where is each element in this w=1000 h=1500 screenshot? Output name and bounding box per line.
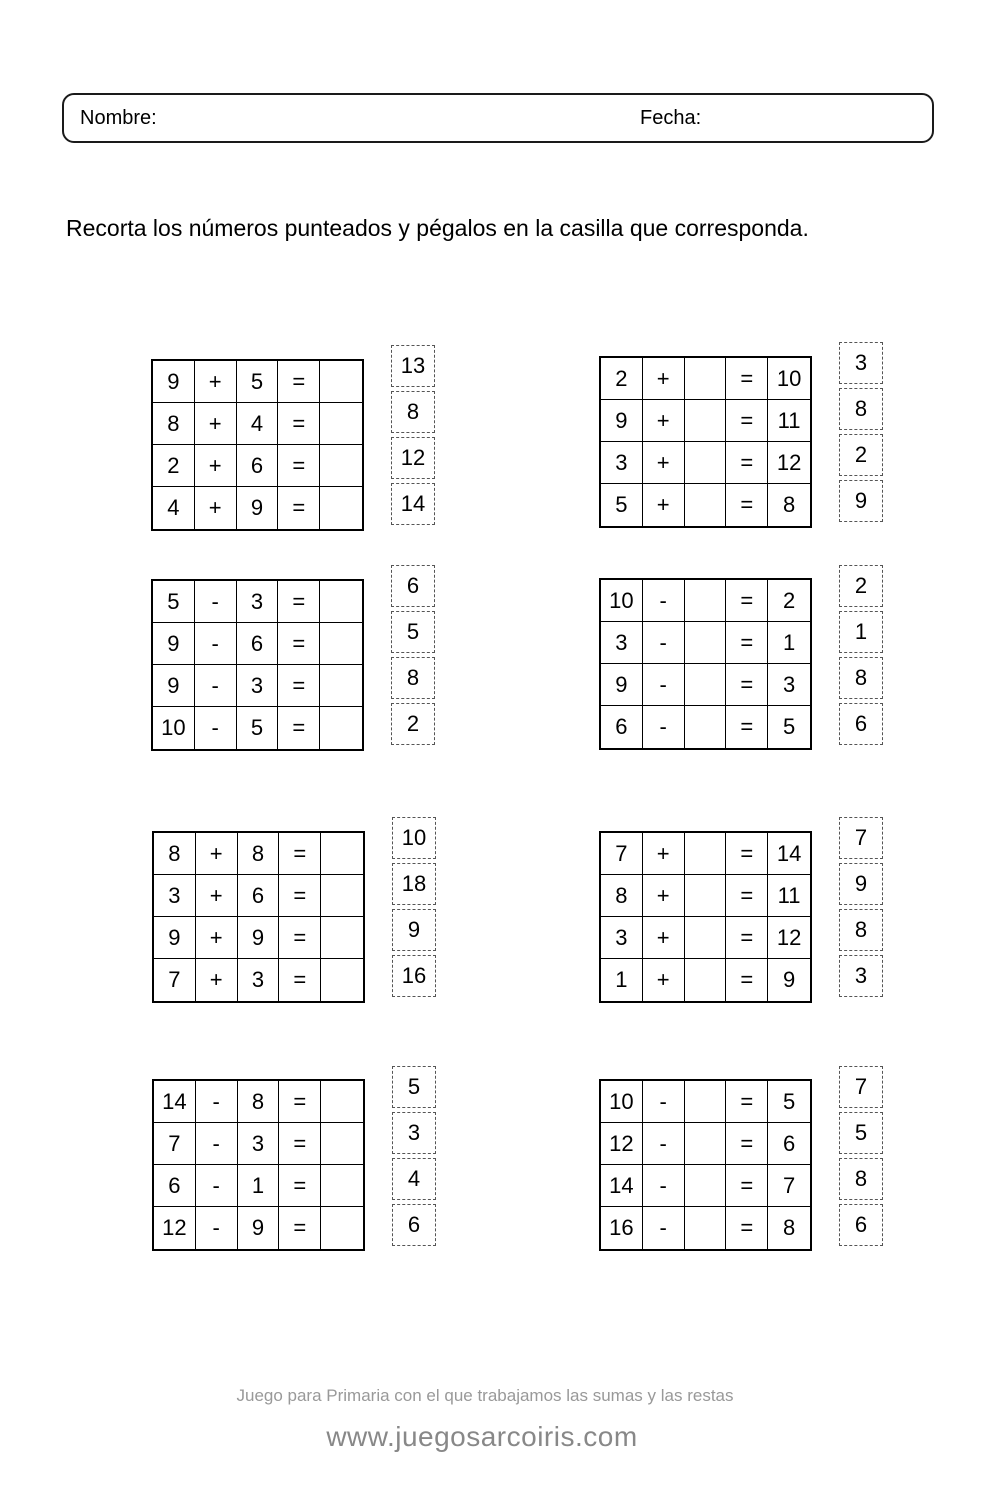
grid-cell: + [195, 403, 237, 445]
grid-cell: - [643, 1081, 685, 1123]
answer-blank-cell[interactable] [321, 833, 363, 875]
grid-cell: 3 [601, 917, 643, 959]
cutout-number[interactable]: 5 [391, 611, 435, 653]
grid-cell: - [643, 1207, 685, 1249]
grid-cell: 5 [768, 1081, 810, 1123]
cutout-number[interactable]: 2 [391, 703, 435, 745]
answer-blank-cell[interactable] [321, 959, 363, 1001]
grid-cell: + [195, 487, 237, 529]
grid-cell: 9 [153, 665, 195, 707]
answer-blank-cell[interactable] [685, 664, 727, 706]
cutout-column [839, 342, 883, 526]
grid-cell: = [726, 622, 768, 664]
answer-blank-cell[interactable] [685, 358, 727, 400]
grid-cell: 12 [154, 1207, 196, 1249]
grid-cell: + [196, 917, 238, 959]
grid-cell: 6 [154, 1165, 196, 1207]
grid-cell: + [643, 917, 685, 959]
grid-cell: = [279, 1081, 321, 1123]
answer-blank-cell[interactable] [320, 487, 362, 529]
grid-cell: 8 [153, 403, 195, 445]
grid-cell: 3 [238, 1123, 280, 1165]
grid-cell: = [726, 358, 768, 400]
grid-cell: - [643, 1165, 685, 1207]
grid-cell: 12 [601, 1123, 643, 1165]
cutout-number[interactable]: 14 [391, 483, 435, 525]
exercise-grid [152, 1079, 365, 1251]
grid-cell: 6 [238, 875, 280, 917]
exercise-grid [151, 359, 364, 531]
grid-cell: - [643, 1123, 685, 1165]
cutout-number[interactable]: 16 [392, 955, 436, 997]
grid-cell: 7 [601, 833, 643, 875]
cutout-number[interactable]: 10 [392, 817, 436, 859]
answer-blank-cell[interactable] [685, 580, 727, 622]
grid-cell: = [279, 917, 321, 959]
grid-cell: 11 [768, 875, 810, 917]
instruction-text: Recorta los números punteados y pégalos en la casilla que corresponda. [66, 215, 809, 241]
grid-cell: 10 [601, 580, 643, 622]
grid-cell: 6 [237, 623, 279, 665]
answer-blank-cell[interactable] [320, 403, 362, 445]
grid-cell: = [278, 623, 320, 665]
answer-blank-cell[interactable] [685, 400, 727, 442]
grid-cell: - [195, 581, 237, 623]
grid-cell: 6 [601, 706, 643, 748]
grid-cell: 7 [154, 1123, 196, 1165]
grid-cell: = [279, 1123, 321, 1165]
name-label: Nombre: [80, 107, 157, 129]
grid-cell: - [196, 1123, 238, 1165]
footer-url: www.juegosarcoiris.com [326, 1421, 638, 1452]
grid-cell: 9 [153, 623, 195, 665]
grid-cell: = [278, 361, 320, 403]
grid-cell: 10 [601, 1081, 643, 1123]
answer-blank-cell[interactable] [320, 445, 362, 487]
grid-cell: 8 [238, 1081, 280, 1123]
cutout-number[interactable]: 4 [392, 1158, 436, 1200]
grid-cell: 14 [768, 833, 810, 875]
grid-cell: = [726, 1165, 768, 1207]
grid-cell: 9 [782, 967, 796, 992]
grid-cell: = [279, 1207, 321, 1249]
grid-cell: 5 [237, 707, 279, 749]
cutout-column [392, 1066, 436, 1250]
cutout-number[interactable]: 7 [839, 1066, 883, 1108]
grid-cell: 9 [154, 917, 196, 959]
grid-cell: 10 [768, 358, 810, 400]
grid-cell: = [726, 706, 768, 748]
grid-cell: 9 [153, 361, 195, 403]
grid-cell: 5 [601, 484, 643, 526]
cutout-number[interactable]: 9 [392, 909, 436, 951]
grid-cell: - [643, 706, 685, 748]
cutout-number[interactable]: 8 [839, 657, 883, 699]
answer-blank-cell[interactable] [685, 959, 727, 1001]
exercise-grid [599, 578, 812, 750]
answer-blank-cell[interactable] [321, 917, 363, 959]
answer-blank-cell[interactable] [685, 706, 727, 748]
cutout-number[interactable]: 1 [839, 611, 883, 653]
grid-cell: - [195, 623, 237, 665]
grid-cell: - [643, 580, 685, 622]
grid-cell: 5 [153, 581, 195, 623]
cutout-column [839, 1066, 883, 1250]
cutout-number[interactable]: 18 [392, 863, 436, 905]
cutout-number[interactable]: 12 [391, 437, 435, 479]
grid-cell: = [726, 833, 768, 875]
answer-blank-cell[interactable] [685, 833, 727, 875]
date-label: Fecha: [640, 107, 702, 129]
grid-cell: - [195, 665, 237, 707]
grid-cell: = [278, 707, 320, 749]
grid-cell: - [196, 1165, 238, 1207]
cutout-column [392, 817, 436, 1001]
grid-cell: + [195, 361, 237, 403]
grid-cell: - [196, 1207, 238, 1249]
grid-cell: 1 [768, 622, 810, 664]
grid-cell: = [726, 1081, 768, 1123]
grid-cell: - [643, 622, 685, 664]
cutout-number[interactable]: 7 [839, 817, 883, 859]
cutout-number[interactable]: 2 [839, 565, 883, 607]
grid-cell: = [726, 875, 768, 917]
answer-blank-cell[interactable] [685, 442, 727, 484]
grid-cell: 3 [237, 581, 279, 623]
cutout-number[interactable]: 8 [391, 657, 435, 699]
cutout-number[interactable]: 13 [391, 345, 435, 387]
cutout-number[interactable]: 3 [392, 1112, 436, 1154]
grid-cell: = [726, 917, 768, 959]
grid-cell: 3 [154, 875, 196, 917]
grid-cell: 7 [768, 1165, 810, 1207]
answer-blank-cell[interactable] [685, 622, 727, 664]
exercise-grid [152, 831, 365, 1003]
grid-cell: 12 [768, 917, 810, 959]
grid-cell: 1 [238, 1165, 280, 1207]
grid-cell: 1 [601, 959, 643, 1001]
grid-cell: 4 [237, 403, 279, 445]
grid-cell: + [196, 875, 238, 917]
grid-cell: 10 [153, 707, 195, 749]
grid-cell: + [643, 442, 685, 484]
cutout-number[interactable]: 3 [839, 342, 883, 384]
grid-cell: = [278, 665, 320, 707]
cutout-number[interactable]: 9 [839, 480, 883, 522]
grid-cell: 14 [601, 1165, 643, 1207]
grid-cell: 6 [768, 1123, 810, 1165]
grid-cell: + [196, 959, 238, 1001]
answer-blank-cell[interactable] [685, 484, 727, 526]
grid-cell: 3 [601, 442, 643, 484]
answer-blank-cell[interactable] [685, 1165, 727, 1207]
exercise-grid [599, 1079, 812, 1251]
cutout-number[interactable]: 6 [839, 703, 883, 745]
grid-cell: = [726, 1123, 768, 1165]
cutout-number[interactable]: 8 [839, 388, 883, 430]
grid-cell: = [278, 403, 320, 445]
answer-blank-cell[interactable] [320, 665, 362, 707]
grid-cell: 8 [154, 833, 196, 875]
grid-cell: 5 [782, 714, 796, 739]
grid-cell: 9 [237, 487, 279, 529]
grid-cell: = [279, 1165, 321, 1207]
grid-cell: + [643, 358, 685, 400]
name-date-box [62, 93, 934, 143]
grid-cell: = [726, 580, 768, 622]
grid-cell: 3 [238, 959, 280, 1001]
answer-blank-cell[interactable] [685, 1123, 727, 1165]
answer-blank-cell[interactable] [320, 623, 362, 665]
grid-cell: + [643, 959, 685, 1001]
grid-cell: 9 [601, 400, 643, 442]
grid-cell: - [196, 1081, 238, 1123]
grid-cell: 9 [238, 1207, 280, 1249]
exercise-grid [599, 831, 812, 1003]
grid-cell: + [643, 400, 685, 442]
cutout-column [839, 565, 883, 749]
grid-cell: + [195, 445, 237, 487]
grid-cell: 3 [601, 622, 643, 664]
grid-cell: 12 [768, 442, 810, 484]
cutout-number[interactable]: 2 [839, 434, 883, 476]
exercise-grid [151, 579, 364, 751]
grid-cell: + [196, 833, 238, 875]
grid-cell: = [726, 959, 768, 1001]
grid-cell: 9 [238, 917, 280, 959]
grid-cell: 6 [237, 445, 279, 487]
grid-cell: = [279, 833, 321, 875]
grid-cell: = [278, 581, 320, 623]
answer-blank-cell[interactable] [320, 707, 362, 749]
grid-cell: 8 [782, 492, 796, 517]
cutout-number[interactable]: 6 [839, 1204, 883, 1246]
grid-cell: = [278, 445, 320, 487]
answer-blank-cell[interactable] [320, 581, 362, 623]
grid-cell: = [726, 400, 768, 442]
grid-cell: 7 [154, 959, 196, 1001]
grid-cell: 16 [601, 1207, 643, 1249]
cutout-number[interactable]: 8 [391, 391, 435, 433]
grid-cell: 8 [238, 833, 280, 875]
grid-cell: 2 [601, 358, 643, 400]
grid-cell: = [279, 959, 321, 1001]
grid-cell: 3 [768, 664, 810, 706]
exercise-grid [599, 356, 812, 528]
cutout-number[interactable]: 8 [839, 909, 883, 951]
grid-cell: = [726, 484, 768, 526]
grid-cell: 9 [601, 664, 643, 706]
cutout-column [391, 565, 435, 749]
cutout-number[interactable]: 6 [392, 1204, 436, 1246]
grid-cell: 8 [601, 875, 643, 917]
cutout-number[interactable]: 5 [839, 1112, 883, 1154]
cutout-number[interactable]: 9 [839, 863, 883, 905]
grid-cell: 2 [153, 445, 195, 487]
answer-blank-cell[interactable] [685, 1207, 727, 1249]
grid-cell: 5 [237, 361, 279, 403]
cutout-number[interactable]: 3 [839, 955, 883, 997]
grid-cell: = [278, 487, 320, 529]
answer-blank-cell[interactable] [685, 917, 727, 959]
answer-blank-cell[interactable] [685, 875, 727, 917]
grid-cell: + [643, 484, 685, 526]
grid-cell: 3 [237, 665, 279, 707]
answer-blank-cell[interactable] [321, 1123, 363, 1165]
cutout-number[interactable]: 5 [392, 1066, 436, 1108]
answer-blank-cell[interactable] [321, 1165, 363, 1207]
grid-cell: 8 [782, 1215, 796, 1240]
answer-blank-cell[interactable] [321, 875, 363, 917]
grid-cell: = [279, 875, 321, 917]
grid-cell: 11 [768, 400, 810, 442]
answer-blank-cell[interactable] [321, 1207, 363, 1249]
grid-cell: + [643, 833, 685, 875]
cutout-column [391, 345, 435, 529]
grid-cell: - [195, 707, 237, 749]
grid-cell: - [643, 664, 685, 706]
cutout-number[interactable]: 6 [391, 565, 435, 607]
grid-cell: = [726, 664, 768, 706]
answer-blank-cell[interactable] [321, 1081, 363, 1123]
answer-blank-cell[interactable] [685, 1081, 727, 1123]
grid-cell: = [726, 1207, 768, 1249]
grid-cell: 4 [153, 487, 195, 529]
footer-description: Juego para Primaria con el que trabajamos las sumas y las restas [236, 1386, 734, 1405]
cutout-column [839, 817, 883, 1001]
grid-cell: 2 [768, 580, 810, 622]
grid-cell: 14 [154, 1081, 196, 1123]
grid-cell: = [726, 442, 768, 484]
cutout-number[interactable]: 8 [839, 1158, 883, 1200]
grid-cell: + [643, 875, 685, 917]
answer-blank-cell[interactable] [320, 361, 362, 403]
